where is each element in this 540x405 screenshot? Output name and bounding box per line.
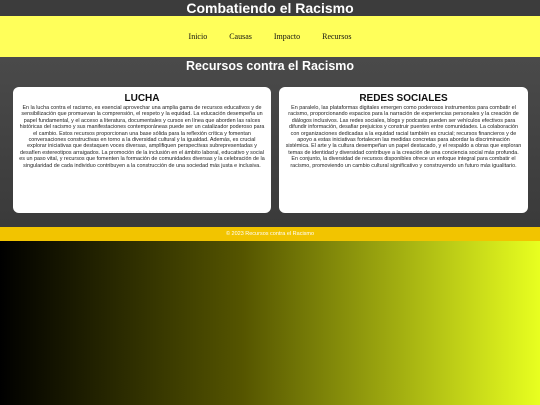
card-redes-sociales (279, 87, 528, 213)
nav-link-causas[interactable]: Causas (229, 32, 252, 41)
card-heading: LUCHA (124, 93, 160, 104)
nav-link-recursos[interactable]: Recursos (322, 32, 352, 41)
top-header (0, 0, 540, 59)
card-text: En paralelo, las plataformas digitales emergen como poderosos instrumentos para combatir el racismo, proporcionando espacios para la narración de experiencias personales y la creación de diálogos inclusivos. Las redes sociales, blogs y podcasts pueden ser vehículos efectivos para difundir información, desafiar prejuicios y construir puentes entre comunidades. La colaboración con organizaciones dedicadas a la equidad racial también es crucial; recursos financieros y de apoyo a estas iniciativas fortalecen las medidas concretas para abordar la discriminación sistémica. El arte y la cultura desempeñan un papel destacado, y el respaldo a obras que exploran temas de identidad y diversidad contribuye a la creación de una conciencia social más profunda. En conjunto, la diversidad de recursos disponibles ofrece un enfoque integral para combatir el racismo, promoviendo un cambio cultural significativo y construyendo un futuro más igualitario. (285, 105, 522, 169)
footer (0, 227, 540, 241)
nav-link-inicio[interactable]: Inicio (188, 32, 208, 41)
card-heading: REDES SOCIALES (359, 93, 448, 104)
section-title: Recursos contra el Racismo (185, 59, 355, 73)
main-nav (0, 16, 540, 57)
footer-text: © 2023 Recursos contra el Racismo (225, 231, 315, 237)
site-title: Combatiendo el Racismo (186, 0, 354, 16)
nav-link-impacto[interactable]: Impacto (273, 32, 301, 41)
card-text: En la lucha contra el racismo, es esencial aprovechar una amplia gama de recursos educativos y de sensibilización que promuevan la comprensión, el respeto y la equidad. La educación desempeña un papel fundamental, y el acceso a literatura, documentales y cursos en línea que aborden las raíces históricas del racismo y sus manifestaciones contemporáneas puede ser un catalizador poderoso para el cambio. Estos recursos proporcionan una base sólida para la reflexión crítica y fomentan conversaciones constructivas en torno a la diversidad cultural y la igualdad. Además, es crucial explorar iniciativas que destaquen voces diversas, amplifiquen perspectivas subrepresentadas y desafíen estereotipos arraigados. La promoción de la inclusión en el ámbito laboral, educativo y social es un paso vital, y recursos que fomenten la formación de comunidades diversas y la celebración de la singularidad de cada individuo contribuyen a la construcción de una sociedad más justa e inclusiva. (19, 105, 265, 169)
resources-section (0, 57, 540, 227)
card-lucha (13, 87, 271, 213)
